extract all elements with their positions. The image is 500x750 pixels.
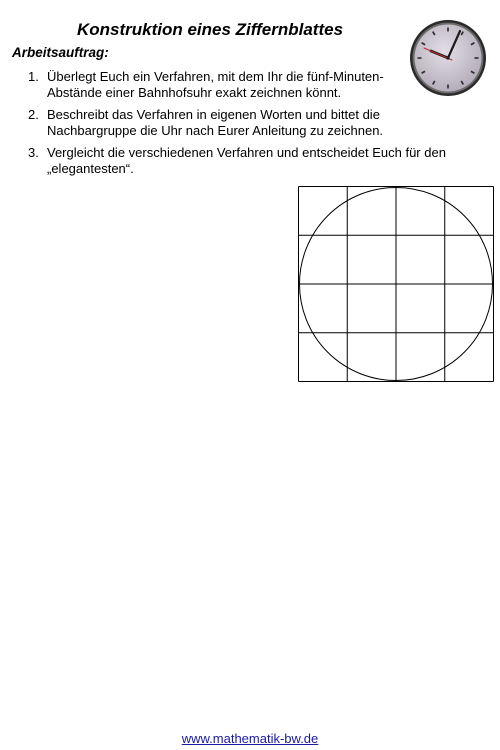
- footer: [0, 731, 500, 746]
- task-text: Beschreibt das Verfahren in eigenen Worten und bittet die Nachbargruppe die Uhr nach Eurer Anleitung zu zeichnen.: [47, 107, 384, 138]
- task-list: [28, 69, 468, 183]
- grid-circle-figure: [298, 186, 494, 382]
- task-text: Überlegt Euch ein Verfahren, mit dem Ihr die fünf-Minuten-Abstände einer Bahnhofsuhr exakt zeichnen könnt.: [47, 69, 384, 100]
- task-number: 3.: [28, 145, 39, 160]
- page-title: Konstruktion eines Ziffernblattes: [76, 20, 344, 39]
- assignment-heading: Arbeitsauftrag:: [12, 45, 109, 60]
- task-number: 1.: [28, 69, 39, 84]
- list-item: [28, 69, 468, 101]
- list-item: [28, 145, 468, 177]
- footer-website-link[interactable]: www.mathematik-bw.de: [181, 731, 319, 746]
- task-number: 2.: [28, 107, 39, 122]
- clock-center: [446, 56, 449, 59]
- task-text: Vergleicht die verschiedenen Verfahren und entscheidet Euch für den „elegantesten“.: [47, 145, 446, 176]
- list-item: [28, 107, 468, 139]
